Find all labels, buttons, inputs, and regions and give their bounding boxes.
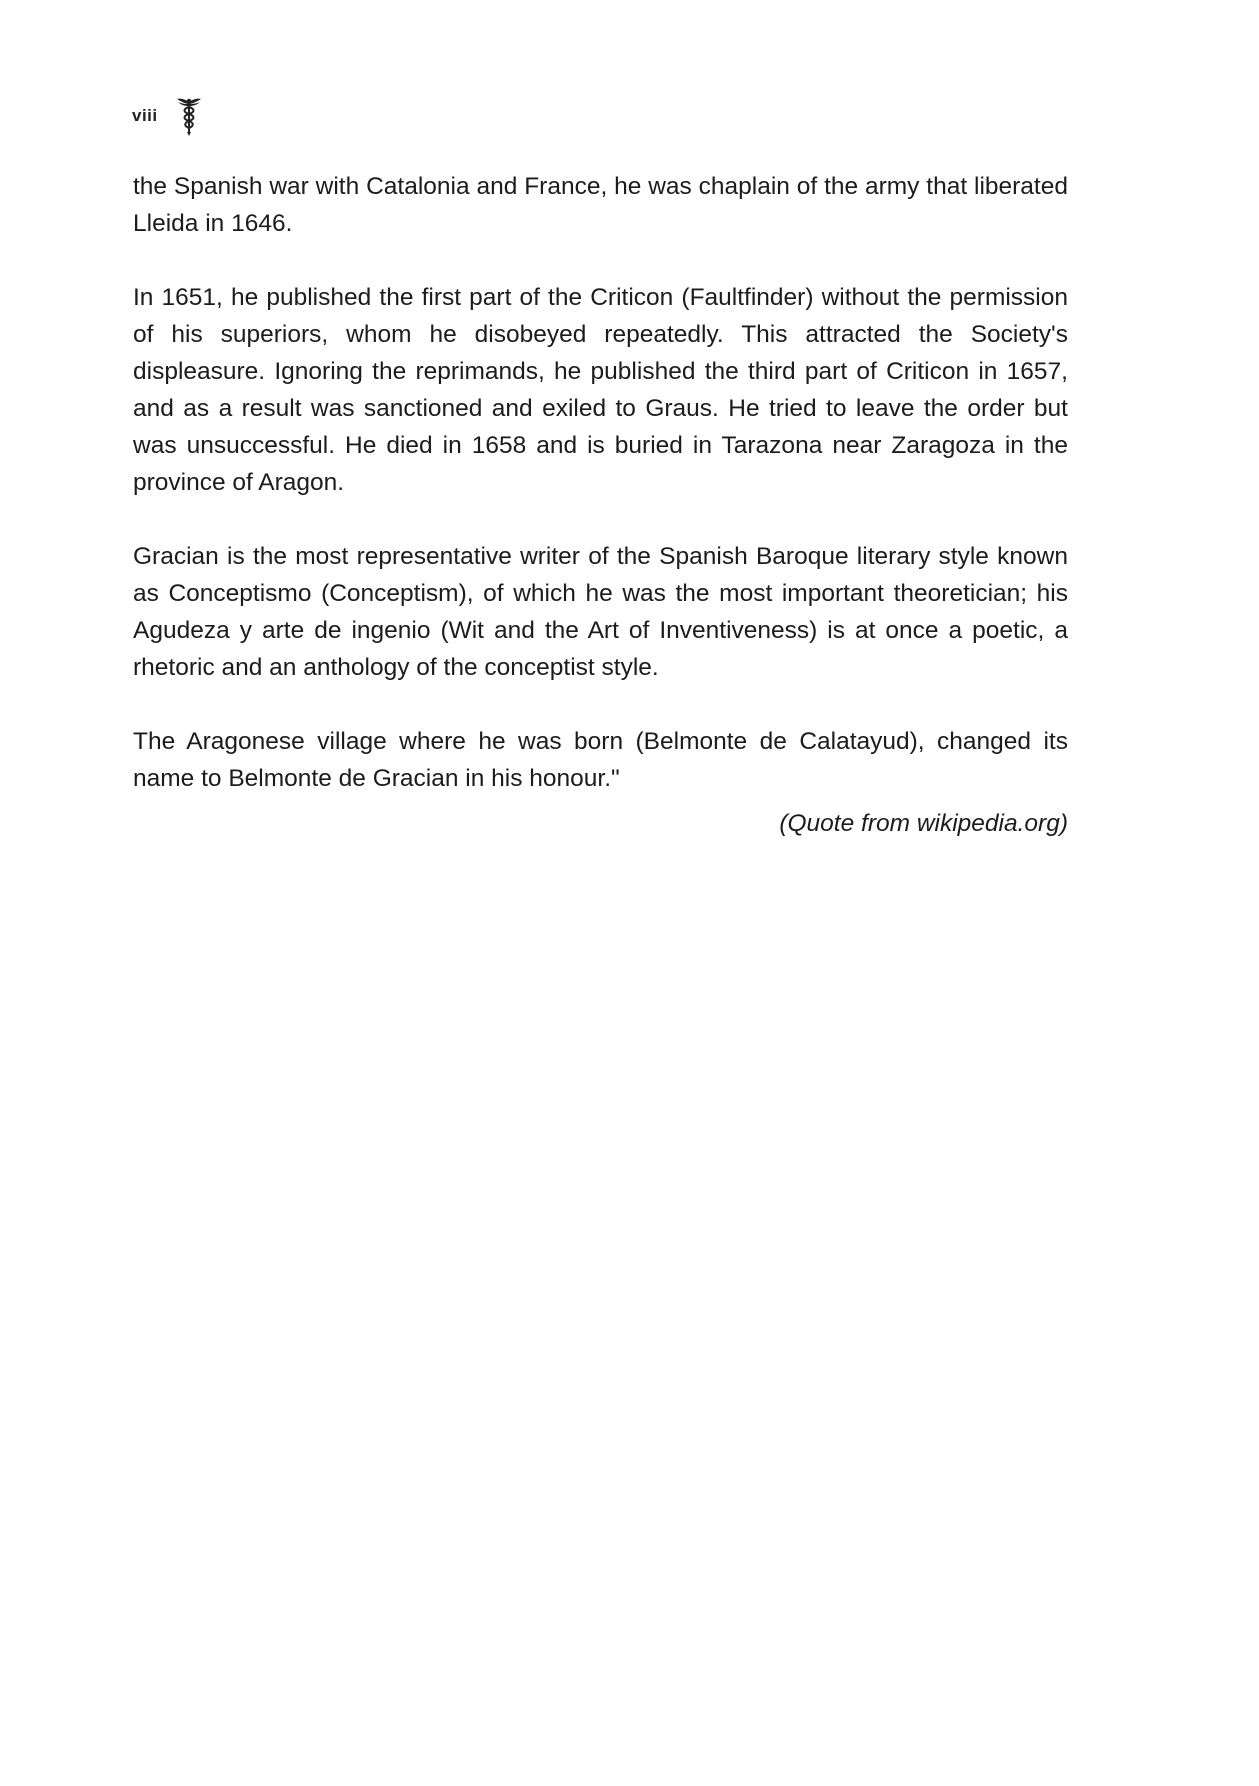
caduceus-icon xyxy=(176,96,202,136)
paragraph: Gracian is the most representative writer of the Spanish Baroque literary style known as Conceptismo (Conceptism), of which he was the most important theoretician; his Agudeza y arte de ingenio (Wit and the Art of Inventiveness) is at once a poetic, a rhetoric and an anthology of the conceptist style. xyxy=(133,543,1068,681)
page-body xyxy=(133,168,1068,842)
paragraph: the Spanish war with Catalonia and France, he was chaplain of the army that liberated Lleida in 1646. xyxy=(133,173,1068,237)
page-header xyxy=(132,96,202,136)
paragraph: In 1651, he published the first part of the Criticon (Faultfinder) without the permission of his superiors, whom he disobeyed repeatedly. This attracted the Society's displeasure. Ignoring the reprimands, he published the third part of Criticon in 1657, and as a result was sanctioned and exiled to Graus. He tried to leave the order but was unsuccessful. He died in 1658 and is buried in Tarazona near Zaragoza in the province of Aragon. xyxy=(133,284,1068,496)
quote-attribution: (Quote from wikipedia.org) xyxy=(779,810,1068,837)
page-number: viii xyxy=(132,106,158,125)
paragraph: The Aragonese village where he was born (Belmonte de Calatayud), changed its name to Belmonte de Gracian in his honour." xyxy=(133,728,1068,792)
